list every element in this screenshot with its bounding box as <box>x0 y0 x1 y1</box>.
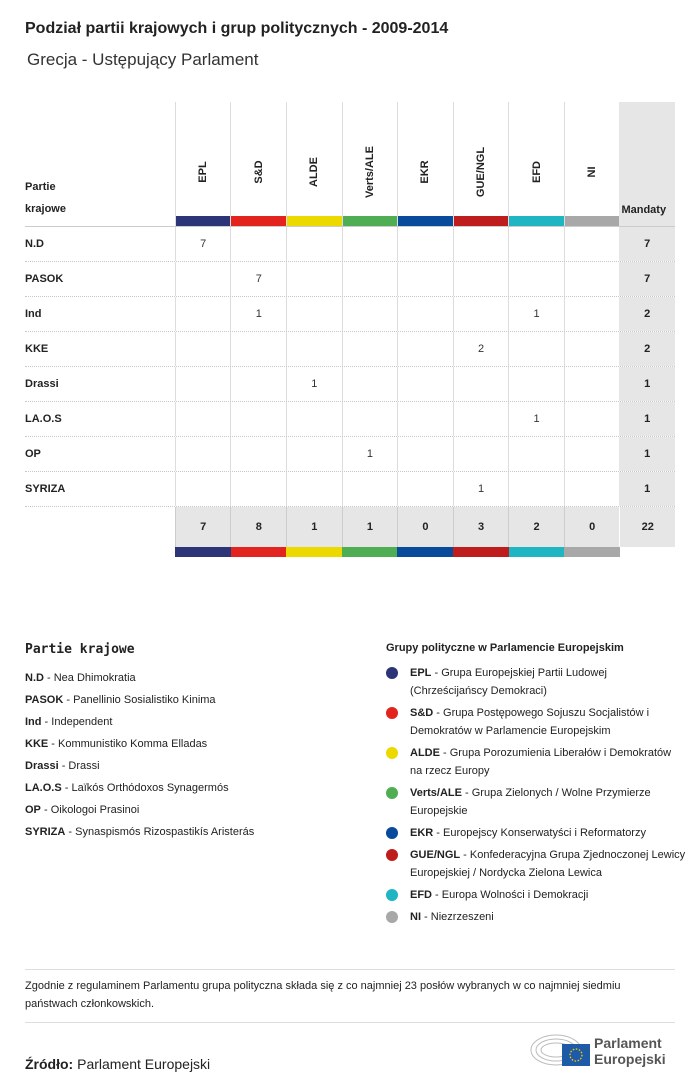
group-color-bar <box>231 547 287 557</box>
group-color-bar <box>343 216 398 226</box>
column-header-label: Verts/ALE <box>363 146 376 198</box>
column-header <box>175 102 231 226</box>
party-abbr: Ind <box>25 716 42 728</box>
group-legend-item <box>386 664 686 700</box>
group-legend-item <box>386 744 686 780</box>
group-legend-text: GUE/NGL - Konfederacyjna Grupa Zjednoczonej Lewicy Europejskiej / Nordycka Zielona Lewica <box>410 849 686 879</box>
group-legend-text: EFD - Europa Wolności i Demokracji <box>410 889 589 901</box>
grand-total: 22 <box>619 507 675 547</box>
table-row <box>25 227 675 262</box>
seat-cell <box>230 367 286 401</box>
seat-cell <box>230 332 286 366</box>
seat-cell <box>453 367 509 401</box>
seat-cell: 1 <box>508 297 564 331</box>
party-abbr: N.D <box>25 672 44 684</box>
ep-logo <box>530 1032 666 1070</box>
group-color-bar <box>175 547 231 557</box>
party-legend-item: LA.O.S - Laïkós Orthódoxos Synagermós <box>25 782 229 794</box>
column-total: 8 <box>230 507 286 547</box>
seat-cell <box>230 472 286 506</box>
column-header-label: EFD <box>530 161 543 183</box>
party-full-name: Nea Dhimokratia <box>53 672 136 684</box>
party-legend-item: KKE - Kommunistiko Komma Elladas <box>25 738 208 750</box>
seat-cell <box>286 472 342 506</box>
seat-cell <box>175 332 231 366</box>
column-total: 2 <box>508 507 564 547</box>
group-abbr: EKR <box>410 827 434 839</box>
seat-cell <box>230 402 286 436</box>
group-abbr: Verts/ALE <box>410 787 462 799</box>
column-header <box>397 102 453 226</box>
seat-cell <box>508 227 564 261</box>
total-header-label: Mandaty <box>621 204 667 216</box>
table-row <box>25 472 675 507</box>
party-full-name: Independent <box>51 716 113 728</box>
seat-cell <box>564 402 620 436</box>
row-header-label: Partie krajowe <box>25 181 66 215</box>
row-total: 1 <box>619 402 675 436</box>
party-name: LA.O.S <box>25 413 62 425</box>
group-legend-item <box>386 886 686 904</box>
seat-cell <box>564 367 620 401</box>
party-name: OP <box>25 448 41 460</box>
column-total: 0 <box>564 507 620 547</box>
source <box>25 1056 210 1072</box>
party-legend-item: PASOK - Panellinio Sosialistiko Kinima <box>25 694 216 706</box>
column-header <box>286 102 342 226</box>
seat-cell <box>342 297 398 331</box>
party-full-name: Panellinio Sosialistiko Kinima <box>73 694 216 706</box>
table-row <box>25 437 675 472</box>
seat-cell: 1 <box>342 437 398 471</box>
seat-cell <box>286 262 342 296</box>
seat-cell <box>342 262 398 296</box>
group-color-bar <box>287 216 342 226</box>
group-color-dot <box>386 747 398 759</box>
seat-cell <box>564 437 620 471</box>
party-abbr: SYRIZA <box>25 826 66 838</box>
party-legend-item: SYRIZA - Synaspismós Rizospastikís Aristerás <box>25 826 255 838</box>
group-legend-item <box>386 784 686 820</box>
group-abbr: NI <box>410 911 421 923</box>
group-legend-text: NI - Niezrzeszeni <box>410 911 494 923</box>
column-header <box>230 102 286 226</box>
seat-cell <box>453 227 509 261</box>
column-header-label: S&D <box>252 160 265 184</box>
row-total: 1 <box>619 472 675 506</box>
group-legend-title: Grupy polityczne w Parlamencie Europejskim <box>386 642 624 654</box>
seat-cell <box>175 262 231 296</box>
page-title: Podział partii krajowych i grup politycznych - 2009-2014 <box>25 20 449 37</box>
column-header-label: GUE/NGL <box>475 146 488 198</box>
table-row <box>25 297 675 332</box>
group-abbr: EPL <box>410 667 432 679</box>
party-abbr: PASOK <box>25 694 64 706</box>
seat-cell <box>230 227 286 261</box>
table-header <box>25 102 675 227</box>
row-total: 1 <box>619 437 675 471</box>
rules-note: Zgodnie z regulaminem Parlamentu grupa polityczna składa się z co najmniej 23 posłów wybranych w co najmniej siedmiu państwach członkowskich. <box>25 980 621 1010</box>
bottom-color-bars <box>25 547 675 557</box>
source-label: Źródło: <box>25 1056 74 1072</box>
group-color-dot <box>386 911 398 923</box>
seat-cell <box>508 332 564 366</box>
seat-cell <box>508 472 564 506</box>
party-name: Ind <box>25 308 42 320</box>
group-legend-item <box>386 908 686 926</box>
seat-cell <box>342 332 398 366</box>
table-row <box>25 332 675 367</box>
table-row <box>25 262 675 297</box>
seat-cell: 7 <box>175 227 231 261</box>
divider <box>25 969 675 970</box>
seat-cell <box>453 402 509 436</box>
totals-row <box>25 507 675 547</box>
group-color-bar <box>176 216 231 226</box>
seat-cell <box>508 437 564 471</box>
seat-cell <box>342 402 398 436</box>
seat-cell <box>175 367 231 401</box>
seat-cell: 1 <box>286 367 342 401</box>
group-abbr: GUE/NGL <box>410 849 461 861</box>
logo-line-2: Europejski <box>594 1051 666 1067</box>
seat-cell <box>342 227 398 261</box>
party-name: SYRIZA <box>25 483 66 495</box>
party-full-name: Drassi <box>68 760 100 772</box>
column-header-label: ALDE <box>308 157 321 187</box>
group-legend-text: EKR - Europejscy Konserwatyści i Reformatorzy <box>410 827 646 839</box>
table-row <box>25 402 675 437</box>
group-legend-text: EPL - Grupa Europejskiej Partii Ludowej (Chrześcijańscy Demokraci) <box>410 667 607 697</box>
column-header-label: NI <box>586 166 599 178</box>
party-full-name: Kommunistiko Komma Elladas <box>58 738 208 750</box>
group-color-bar <box>509 216 564 226</box>
group-color-bar <box>286 547 342 557</box>
group-abbr: ALDE <box>410 747 440 759</box>
column-total: 7 <box>175 507 231 547</box>
seat-cell <box>397 297 453 331</box>
divider <box>25 1022 675 1023</box>
row-total: 1 <box>619 367 675 401</box>
seat-cell <box>564 227 620 261</box>
row-total: 2 <box>619 332 675 366</box>
column-header-label: EPL <box>197 161 210 183</box>
seat-cell <box>453 262 509 296</box>
group-legend <box>386 642 686 930</box>
seat-cell <box>564 297 620 331</box>
seat-cell <box>175 297 231 331</box>
group-color-bar <box>231 216 286 226</box>
logo-line-1: Parlament <box>594 1035 662 1051</box>
seat-cell <box>453 437 509 471</box>
seat-cell <box>175 402 231 436</box>
seat-cell <box>564 262 620 296</box>
column-header <box>508 102 564 226</box>
seat-cell <box>397 332 453 366</box>
group-color-bar <box>397 547 453 557</box>
group-color-bar <box>454 216 509 226</box>
seat-table <box>25 102 675 557</box>
row-header <box>25 102 175 226</box>
party-legend-item: OP - Oikologoi Prasinoi <box>25 804 140 816</box>
seat-cell <box>286 402 342 436</box>
seat-cell <box>397 262 453 296</box>
group-full-name: Grupa Europejskiej Partii Ludowej (Chrześcijańscy Demokraci) <box>410 667 607 697</box>
party-full-name: Laïkós Orthódoxos Synagermós <box>71 782 229 794</box>
party-full-name: Synaspismós Rizospastikís Aristerás <box>75 826 255 838</box>
party-name: N.D <box>25 238 44 250</box>
group-full-name: Grupa Zielonych / Wolne Przymierze Europejskie <box>410 787 651 817</box>
seat-cell <box>508 367 564 401</box>
group-color-dot <box>386 827 398 839</box>
group-abbr: EFD <box>410 889 432 901</box>
seat-cell <box>342 472 398 506</box>
seat-cell <box>286 227 342 261</box>
column-header <box>453 102 509 226</box>
party-legend-item: Ind - Independent <box>25 716 113 728</box>
seat-cell <box>397 472 453 506</box>
group-legend-item <box>386 846 686 882</box>
seat-cell <box>286 332 342 366</box>
column-total: 3 <box>453 507 509 547</box>
seat-cell <box>564 472 620 506</box>
party-name: PASOK <box>25 273 64 285</box>
group-color-dot <box>386 707 398 719</box>
column-header <box>342 102 398 226</box>
seat-cell: 1 <box>230 297 286 331</box>
column-header-label: EKR <box>419 160 432 184</box>
row-total: 2 <box>619 297 675 331</box>
party-abbr: OP <box>25 804 41 816</box>
column-total: 1 <box>342 507 398 547</box>
seat-cell: 7 <box>230 262 286 296</box>
group-legend-item <box>386 824 686 842</box>
seat-cell <box>453 297 509 331</box>
party-abbr: LA.O.S <box>25 782 62 794</box>
seat-cell <box>564 332 620 366</box>
group-full-name: Konfederacyjna Grupa Zjednoczonej Lewicy Europejskiej / Nordycka Zielona Lewica <box>410 849 686 879</box>
party-legend-item: N.D - Nea Dhimokratia <box>25 672 136 684</box>
seat-cell <box>175 472 231 506</box>
row-total: 7 <box>619 227 675 261</box>
seat-cell <box>286 437 342 471</box>
seat-cell <box>508 262 564 296</box>
party-abbr: Drassi <box>25 760 59 772</box>
group-full-name: Grupa Porozumienia Liberałów i Demokratów na rzecz Europy <box>410 747 672 777</box>
party-legend-title: Partie krajowe <box>25 642 135 657</box>
party-full-name: Oikologoi Prasinoi <box>50 804 140 816</box>
column-header <box>564 102 620 226</box>
group-color-dot <box>386 889 398 901</box>
group-full-name: Niezrzeszeni <box>430 911 494 923</box>
group-color-bar <box>342 547 398 557</box>
party-abbr: KKE <box>25 738 49 750</box>
spacer <box>25 547 175 557</box>
group-color-bar <box>565 216 620 226</box>
group-color-dot <box>386 667 398 679</box>
group-color-bar <box>509 547 565 557</box>
group-legend-text: ALDE - Grupa Porozumienia Liberałów i Demokratów na rzecz Europy <box>410 747 672 777</box>
seat-cell <box>342 367 398 401</box>
group-color-bar <box>453 547 509 557</box>
parliament-hemicycle-icon <box>530 1032 590 1070</box>
row-total: 7 <box>619 262 675 296</box>
party-name: Drassi <box>25 378 59 390</box>
party-legend <box>25 642 355 843</box>
group-full-name: Grupa Postępowego Sojuszu Socjalistów i Demokratów w Parlamencie Europejskim <box>410 707 650 737</box>
party-name: KKE <box>25 343 49 355</box>
group-color-bar <box>398 216 453 226</box>
group-abbr: S&D <box>410 707 434 719</box>
seat-cell <box>397 402 453 436</box>
group-full-name: Europa Wolności i Demokracji <box>441 889 589 901</box>
group-color-dot <box>386 849 398 861</box>
group-legend-text: Verts/ALE - Grupa Zielonych / Wolne Przymierze Europejskie <box>410 787 651 817</box>
seat-cell: 1 <box>508 402 564 436</box>
source-value: Parlament Europejski <box>77 1056 211 1072</box>
group-legend-text: S&D - Grupa Postępowego Sojuszu Socjalistów i Demokratów w Parlamencie Europejskim <box>410 707 650 737</box>
party-legend-item: Drassi - Drassi <box>25 760 100 772</box>
seat-cell: 2 <box>453 332 509 366</box>
seat-cell: 1 <box>453 472 509 506</box>
column-total: 1 <box>286 507 342 547</box>
seat-cell <box>397 437 453 471</box>
group-color-dot <box>386 787 398 799</box>
group-color-bar <box>564 547 620 557</box>
column-total: 0 <box>397 507 453 547</box>
group-full-name: Europejscy Konserwatyści i Reformatorzy <box>443 827 646 839</box>
table-row <box>25 367 675 402</box>
seat-cell <box>175 437 231 471</box>
total-header <box>619 102 675 226</box>
spacer <box>25 507 175 547</box>
page-subtitle: Grecja - Ustępujący Parlament <box>27 50 259 69</box>
seat-cell <box>230 437 286 471</box>
seat-cell <box>397 227 453 261</box>
group-legend-item <box>386 704 686 740</box>
seat-cell <box>286 297 342 331</box>
seat-cell <box>397 367 453 401</box>
